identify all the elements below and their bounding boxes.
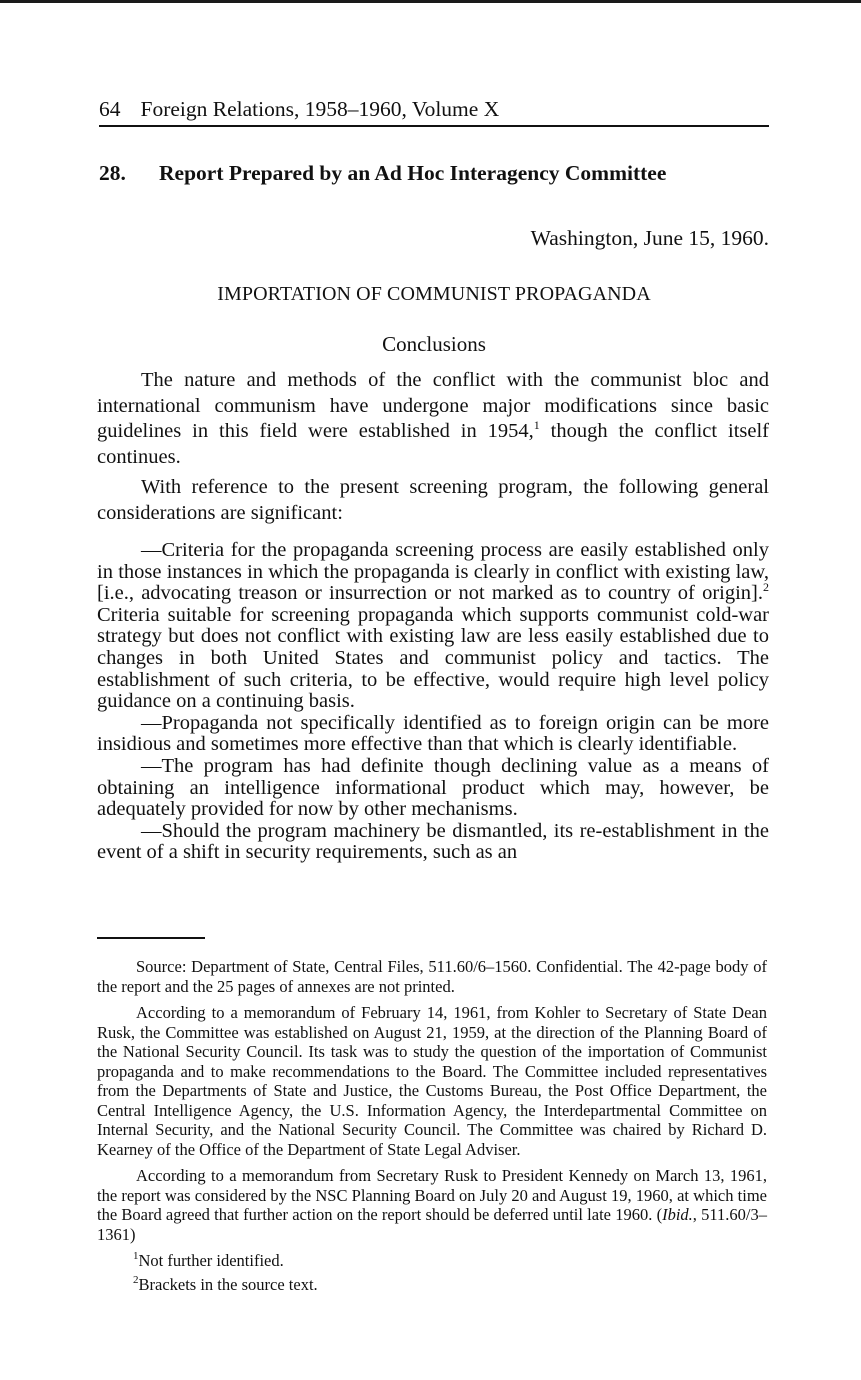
document-number: 28.	[99, 161, 126, 185]
footnote-ref-1: 1	[533, 418, 540, 432]
source-note-memo-2: According to a memorandum from Secretary Rusk to President Kennedy on March 13, 1961, the report was considered by the NSC Planning Board on July 20 and August 19, 1960, at which time the Board agreed that further action on the report should be deferred until late 1960. (Ibid., 511.60/3–1361)	[97, 1166, 767, 1244]
footnote-2-number: 2	[133, 1273, 139, 1286]
page-number: 64	[99, 97, 121, 121]
consideration-2: —Propaganda not specifically identified as to foreign origin can be more insidious and sometimes more effective than that which is clearly identifiable.	[97, 711, 769, 756]
dateline: Washington, June 15, 1960.	[530, 226, 769, 250]
consideration-3: —The program has had definite though declining value as a means of obtaining an intelligence informational product which may, however, be adequately provided for now by other mechanisms.	[97, 754, 769, 821]
running-title: Foreign Relations, 1958–1960, Volume X	[140, 97, 500, 121]
body-text	[97, 368, 769, 864]
ibid-citation: Ibid.	[662, 1205, 693, 1224]
consideration-1: —Criteria for the propaganda screening process are easily established only in those instances in which the propaganda is clearly in conflict with existing law, [i.e., advocating treason or insurrection or not marked as to country of origin].$^2$ Criteria suitable for screening propaganda which supports communist cold-war strategy but does not conflict with existing law are less easily established due to changes in both United States and communist policy and tactics. The establishment of such criteria, to be effective, would require high level policy guidance on a continuing basis.	[97, 539, 769, 713]
footnote-1-number: 1	[133, 1250, 139, 1262]
report-title: IMPORTATION OF COMMUNIST PROPAGANDA	[217, 283, 651, 305]
footnote-ref-2: 2	[763, 580, 769, 595]
footnote-1-text: Not further identified.	[138, 1251, 284, 1270]
footnotes	[97, 957, 767, 1298]
header-rule	[99, 125, 769, 127]
considerations-list	[97, 540, 769, 864]
top-border-rule	[0, 0, 861, 3]
source-note: Source: Department of State, Central Files, 511.60/6–1560. Confidential. The 42-page body of the report and the 25 pages of annexes are not printed.	[97, 957, 767, 996]
source-note-memo-1: According to a memorandum of February 14, 1961, from Kohler to Secretary of State Dean Rusk, the Committee was established on August 21, 1959, at the direction of the Planning Board of the National Security Council. Its task was to study the question of the importation of Communist propaganda and to make recommendations to the Board. The Committee included representatives from the Departments of State and Justice, the Customs Bureau, the Post Office Department, the Central Intelligence Agency, the U.S. Information Agency, the Interdepartmental Committee on Internal Security, and the National Security Council. The Committee was chaired by Richard D. Kearney of the Office of the Department of State Legal Adviser.	[97, 1003, 767, 1159]
section-heading: Conclusions	[382, 332, 486, 356]
paragraph-2: With reference to the present screening program, the following general considerations are significant:	[97, 476, 769, 524]
running-header	[99, 96, 769, 122]
footnote-1	[97, 1251, 767, 1271]
document-heading	[99, 159, 666, 187]
consideration-4: —Should the program machinery be dismantled, its re-establishment in the event of a shift in security requirements, such as an	[97, 819, 769, 864]
footnote-2-text: Brackets in the source text.	[138, 1274, 318, 1294]
paragraph-1: The nature and methods of the conflict with the communist bloc and international communism have undergone major modifications since basic guidelines in this field were established in 1954,$^1$ though the conflict itself continues.	[97, 369, 769, 468]
document-title: Report Prepared by an Ad Hoc Interagency Committee	[159, 161, 667, 185]
footnote-2	[97, 1275, 767, 1295]
footnote-rule	[97, 937, 205, 939]
